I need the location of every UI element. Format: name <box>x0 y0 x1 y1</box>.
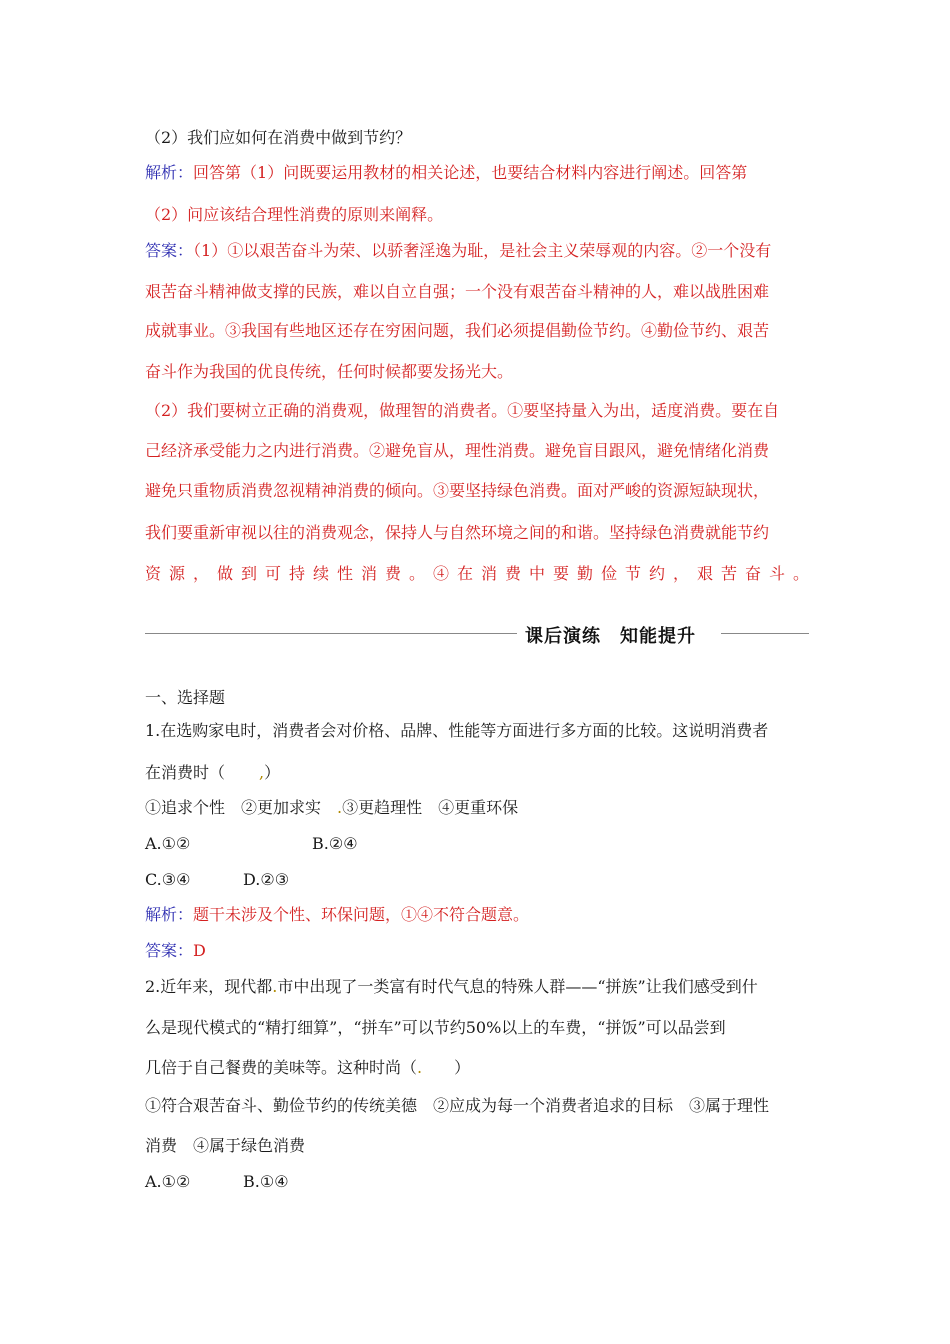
divider-rule-right <box>721 633 809 634</box>
q1-options-part-b: ③更趋理性 ④更重环保 <box>342 798 519 817</box>
q2-stem-line-1 <box>145 977 758 997</box>
q1-choice-c: C.③④ <box>145 870 191 889</box>
q1-choice-a: A.①② <box>145 834 191 853</box>
answer-line-6: 己经济承受能力之内进行消费。②避免盲从，理性消费。避免盲目跟风，避免情绪化消费 <box>145 441 770 460</box>
q1-options-mark: . <box>337 798 343 817</box>
q2-options-line-1: ①符合艰苦奋斗、勤俭节约的传统美德 ②应成为每一个消费者追求的目标 ③属于理性 <box>145 1096 770 1115</box>
q1-choice-d: D.②③ <box>243 870 290 889</box>
question-2-prompt: （2）我们应如何在消费中做到节约？ <box>145 128 412 147</box>
q1-analysis <box>145 905 529 925</box>
q1-stem-close: ） <box>264 763 281 782</box>
answer-line-3: 成就事业。③我国有些地区还存在穷困问题，我们必须提倡勤俭节约。④勤俭节约、艰苦 <box>145 321 770 340</box>
divider-rule-left <box>145 633 517 634</box>
answer-line-1 <box>145 241 771 261</box>
q2-choice-b: B.①④ <box>243 1172 289 1191</box>
q1-options-part-a: ①追求个性 ②更加求实 <box>145 798 338 817</box>
q1-stem-mark: , <box>259 763 265 782</box>
answer-line-5: （2）我们要树立正确的消费观，做理智的消费者。①要坚持量入为出，适度消费。要在自 <box>145 401 780 420</box>
q2-stem-part-b: 市中出现了一类富有时代气息的特殊人群——“拼族”让我们感受到什 <box>277 977 758 996</box>
q1-choice-b: B.②④ <box>312 834 358 853</box>
analysis-label: 解析： <box>145 163 194 182</box>
q1-answer <box>145 941 206 961</box>
q1-analysis-text: 题干未涉及个性、环保问题，①④不符合题意。 <box>193 905 530 924</box>
answer-text: （1）①以艰苦奋斗为荣、以骄奢淫逸为耻，是社会主义荣辱观的内容。②一个没有 <box>193 241 772 260</box>
q2-options-line-2: 消费 ④属于绿色消费 <box>145 1136 306 1155</box>
answer-line-4: 奋斗作为我国的优良传统，任何时候都要发扬光大。 <box>145 362 514 381</box>
section-heading: 一、选择题 <box>145 688 226 707</box>
answer-line-7: 避免只重物质消费忽视精神消费的倾向。③要坚持绿色消费。面对严峻的资源短缺现状， <box>145 481 770 500</box>
section-title: 课后演练 知能提升 <box>525 626 696 647</box>
answer-label: 答案： <box>145 241 194 260</box>
q2-stem-line-3-text: 几倍于自己餐费的美味等。这种时尚（ <box>145 1058 418 1077</box>
q2-choice-a: A.①② <box>145 1172 191 1191</box>
q2-stem-line-2: 么是现代模式的“精打细算”，“拼车”可以节约50%以上的车费，“拼饭”可以品尝到 <box>145 1018 726 1037</box>
answer-line-2: 艰苦奋斗精神做支撑的民族，难以自立自强；一个没有艰苦奋斗精神的人，难以战胜困难 <box>145 282 770 301</box>
analysis-line-2: （2）问应该结合理性消费的原则来阐释。 <box>145 205 444 224</box>
analysis-line-1 <box>145 163 747 183</box>
q1-stem-line-1: 1.在选购家电时，消费者会对价格、品牌、性能等方面进行多方面的比较。这说明消费者 <box>145 721 769 740</box>
q2-stem-line-3-mark: . <box>417 1058 423 1077</box>
q1-options <box>145 798 518 818</box>
q2-stem-part-a: 2.近年来，现代都 <box>145 977 273 996</box>
q1-analysis-label: 解析： <box>145 905 194 924</box>
q1-answer-label: 答案： <box>145 941 194 960</box>
answer-line-8: 我们要重新审视以往的消费观念，保持人与自然环境之间的和谐。坚持绿色消费就能节约 <box>145 523 770 542</box>
q2-stem-mark: . <box>272 977 278 996</box>
analysis-text: 回答第（1）问既要运用教材的相关论述，也要结合材料内容进行阐述。回答第 <box>193 163 748 182</box>
q1-stem-line-2 <box>145 763 280 783</box>
q2-stem-line-3 <box>145 1058 470 1078</box>
q1-answer-text: D <box>193 941 206 960</box>
q1-stem-text: 在消费时（ <box>145 763 226 782</box>
q2-stem-line-3-close: ） <box>422 1058 471 1077</box>
section-divider <box>145 620 809 648</box>
answer-line-9: 资源，做到可持续性消费。④在消费中要勤俭节约，艰苦奋斗。 <box>145 564 809 583</box>
